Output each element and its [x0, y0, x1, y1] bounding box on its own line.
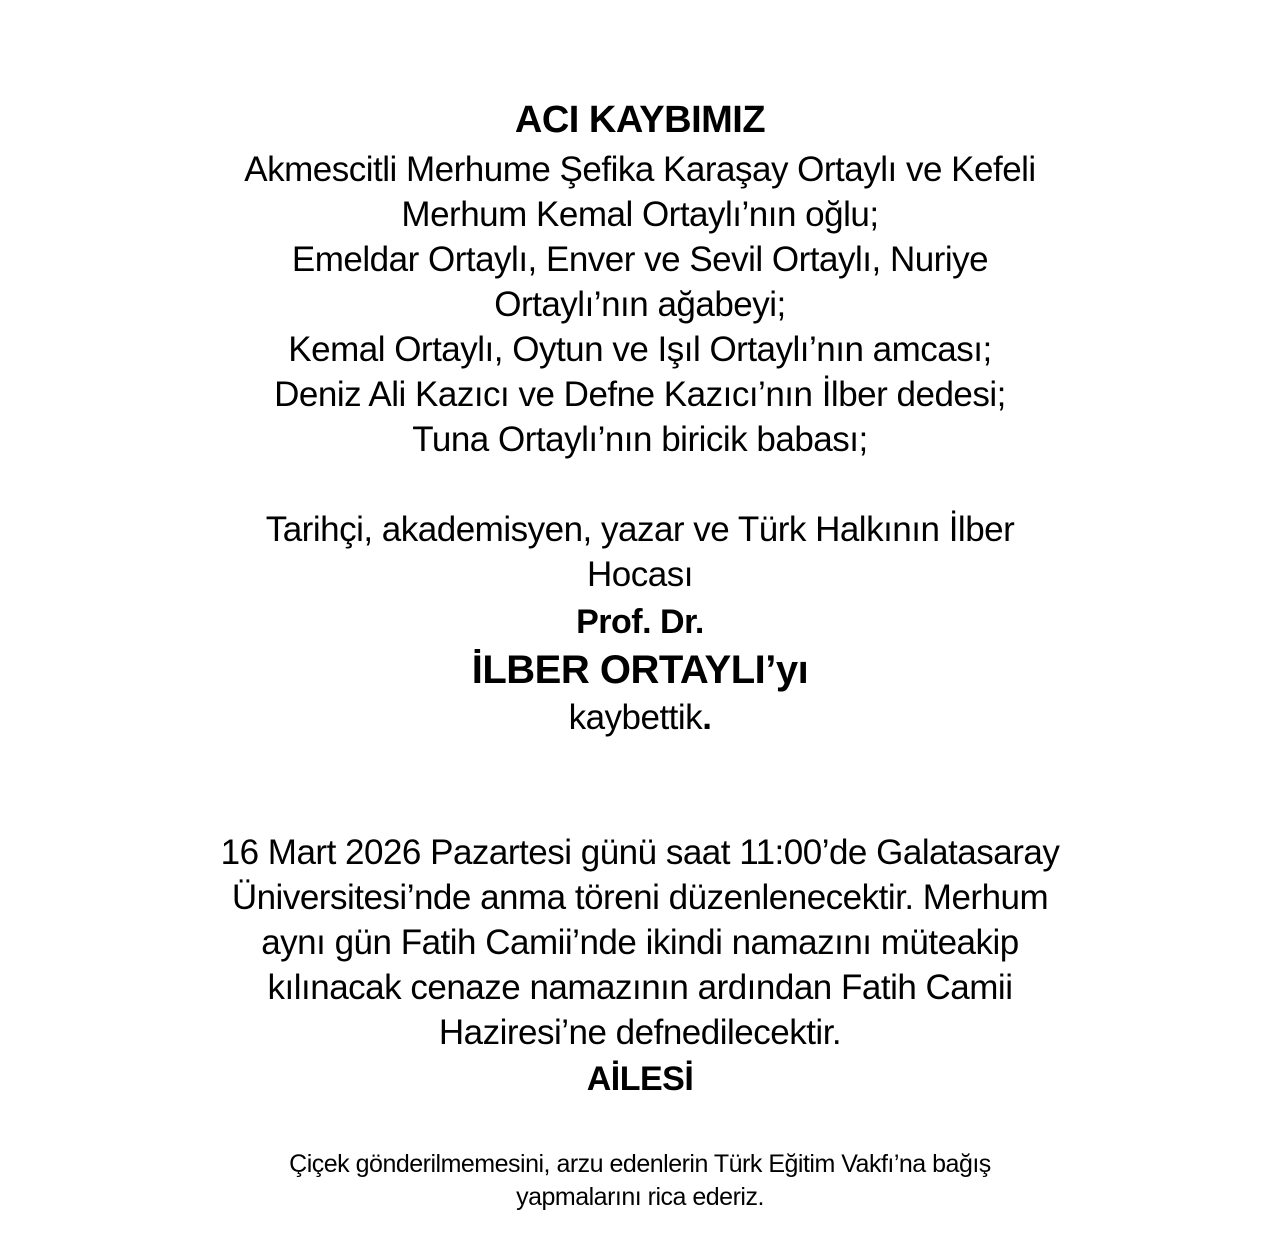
footer-line: yapmalarını rica ederiz. [516, 1183, 764, 1211]
family-line: Emeldar Ortaylı, Enver ve Sevil Ortaylı, Nuriye [291, 240, 989, 279]
lost-statement [0, 698, 1280, 738]
footer-line: Çiçek gönderilmemesini, arzu edenlerin Türk Eğitim Vakfı’na bağış [289, 1150, 991, 1178]
ceremony-line: Haziresi’ne defnedilecektir. [438, 1013, 842, 1052]
family-line: Deniz Ali Kazıcı ve Defne Kazıcı’nın İlber dedesi; [274, 375, 1006, 414]
family-line: Kemal Ortaylı, Oytun ve Işıl Ortaylı’nın amcası; [288, 330, 992, 369]
description-line: Hocası [587, 555, 693, 594]
family-line: Ortaylı’nın ağabeyi; [494, 285, 786, 324]
deceased-name: İLBER ORTAYLI’yı [471, 648, 809, 692]
family-line: Tuna Ortaylı’nın biricik babası; [412, 420, 868, 459]
family-line: Akmescitli Merhume Şefika Karaşay Ortaylı ve Kefeli [244, 150, 1036, 189]
ceremony-line: aynı gün Fatih Camii’nde ikindi namazını müteakip [261, 923, 1019, 962]
lost-text: kaybettik [568, 698, 703, 737]
ceremony-line: Üniversitesi’nde anma töreni düzenlenecektir. Merhum [231, 878, 1049, 917]
ceremony-line: kılınacak cenaze namazının ardından Fatih Camii [267, 968, 1013, 1007]
honorific: Prof. Dr. [576, 603, 704, 641]
family-line: Merhum Kemal Ortaylı’nın oğlu; [401, 195, 879, 234]
signature: AİLESİ [586, 1060, 694, 1098]
ceremony-line: 16 Mart 2026 Pazartesi günü saat 11:00’de Galatasaray [220, 833, 1060, 872]
notice-title: ACI KAYBIMIZ [514, 99, 766, 141]
description-line: Tarihçi, akademisyen, yazar ve Türk Halkının İlber [265, 510, 1015, 549]
lost-punct: . [702, 698, 712, 737]
